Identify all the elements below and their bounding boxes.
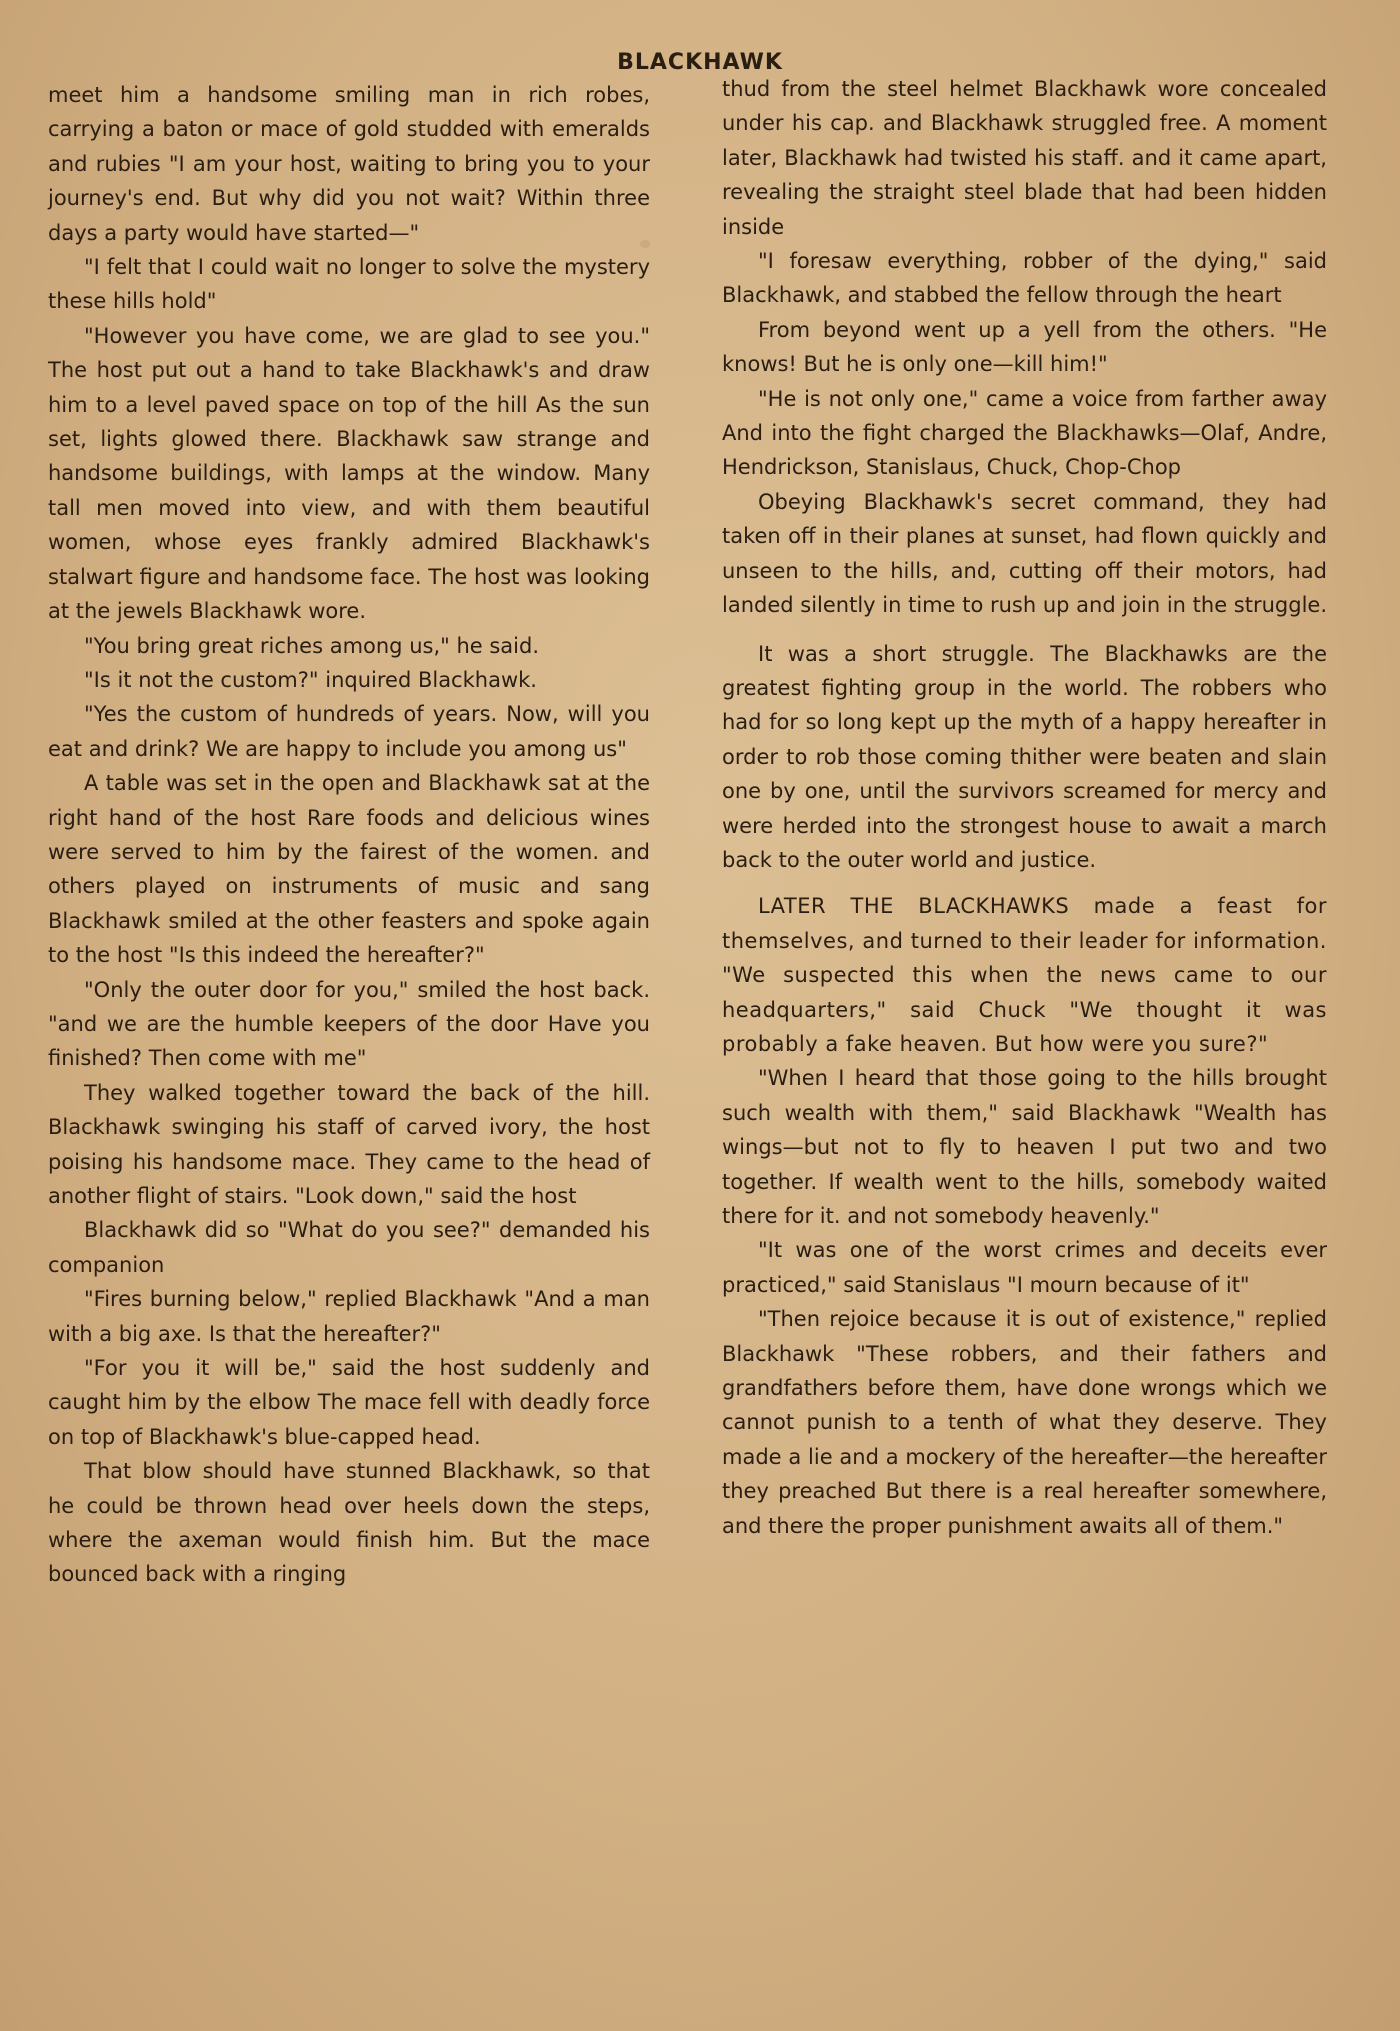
paragraph: "Yes the custom of hundreds of years. Now, will you eat and drink? We are happy to include you among us": [48, 702, 650, 761]
paragraph: "I foresaw everything, robber of the dying," said Blackhawk, and stabbed the fellow through the heart: [722, 249, 1327, 308]
paragraph: "You bring great riches among us," he said.: [84, 633, 540, 658]
paragraph: They walked together toward the back of the hill. Blackhawk swinging his staff of carved ivory, the host poising his handsome mace. They came to the head of another flight of stairs. "Look down," said the host: [48, 1080, 650, 1208]
paragraph: "He is not only one," came a voice from farther away And into the fight charged the Blackhawks—Olaf, Andre, Hendrickson, Stanislaus, Chuck, Chop-Chop: [722, 386, 1327, 480]
paragraph: "Only the outer door for you," smiled the host back. "and we are the humble keepers of the door Have you finished? Then come with me": [48, 977, 650, 1071]
paragraph: A table was set in the open and Blackhawk sat at the right hand of the host Rare foods and delicious wines were served to him by the fairest of the women. and others played on instruments of music and sang Blackhawk smiled at the other feasters and spoke again to the host "Is this indeed the hereafter?": [48, 771, 650, 968]
paragraph: Obeying Blackhawk's secret command, they had taken off in their planes at sunset, had flown quickly and unseen to the hills, and, cutting off their motors, had landed silently in time to rush up and join in the struggle.: [722, 489, 1328, 618]
paragraph: It was a short struggle. The Blackhawks are the greatest fighting group in the world. The robbers who had for so long kept up the myth of a happy hereafter in order to rob those coming thither were beaten and slain one by one, until the survivors screamed for mercy and were herded into the strongest house to await a march back to the outer world and justice.: [722, 641, 1327, 872]
paragraph: Blackhawk did so "What do you see?" demanded his companion: [48, 1218, 650, 1277]
paragraph: "When I heard that those going to the hills brought such wealth with them," said Blackhawk "Wealth has wings—but not to fly to heaven I put two and two together. If wealth went to the hills, somebody waited there for it. and not somebody heavenly.": [722, 1066, 1327, 1228]
paragraph: meet him a handsome smiling man in rich robes, carrying a baton or mace of gold studded with emeralds and rubies "I am your host, waiting to bring you to your journey's end. But why did you not wait? Within three days a party would have started—": [48, 83, 650, 245]
paragraph: "However you have come, we are glad to see you." The host put out a hand to take Blackhawk's and draw him to a level paved space on top of the hill As the sun set, lights glowed there. Blackhawk saw strange and handsome buildings, with lamps at the window. Many tall men moved into view, and with them beautiful women, whose eyes frankly admired Blackhawk's stalwart figure and handsome face. The host was looking at the jewels Blackhawk wore.: [48, 323, 650, 624]
paragraph: That blow should have stunned Blackhawk, so that he could be thrown head over heels down the steps, where the axeman would finish him. But the mace bounced back with a ringing: [48, 1459, 650, 1587]
left-column: [48, 78, 650, 1592]
paragraph: thud from the steel helmet Blackhawk wore concealed under his cap. and Blackhawk struggled free. A moment later, Blackhawk had twisted his staff. and it came apart, revealing the straight steel blade that had been hidden inside: [722, 77, 1327, 239]
page-header: BLACKHAWK: [617, 50, 783, 75]
paragraph: "It was one of the worst crimes and deceits ever practiced," said Stanislaus "I mourn because of it": [722, 1238, 1327, 1297]
paragraph: "Is it not the custom?" inquired Blackhawk.: [84, 667, 537, 692]
paragraph: From beyond went up a yell from the others. "He knows! But he is only one—kill him!": [722, 317, 1327, 377]
paragraph: "Fires burning below," replied Blackhawk "And a man with a big axe. Is that the hereafter?": [48, 1287, 650, 1346]
paragraph: "For you it will be," said the host suddenly and caught him by the elbow The mace fell with deadly force on top of Blackhawk's blue-capped head.: [48, 1356, 650, 1449]
paragraph: "I felt that I could wait no longer to solve the mystery these hills hold": [48, 255, 650, 314]
section-paragraph: LATER THE BLACKHAWKS made a feast for themselves, and turned to their leader for information. "We suspected this when the news came to our headquarters," said Chuck "We thought it was probably a fake heaven. But how were you sure?": [722, 894, 1327, 1056]
paragraph: "Then rejoice because it is out of existence," replied Blackhawk "These robbers, and their fathers and grandfathers before them, have done wrongs which we cannot punish to a tenth of what they deserve. They made a lie and a mockery of the hereafter—the hereafter they preached But there is a real hereafter somewhere, and there the proper punishment awaits all of them.": [722, 1307, 1327, 1538]
right-column: [722, 72, 1327, 1543]
